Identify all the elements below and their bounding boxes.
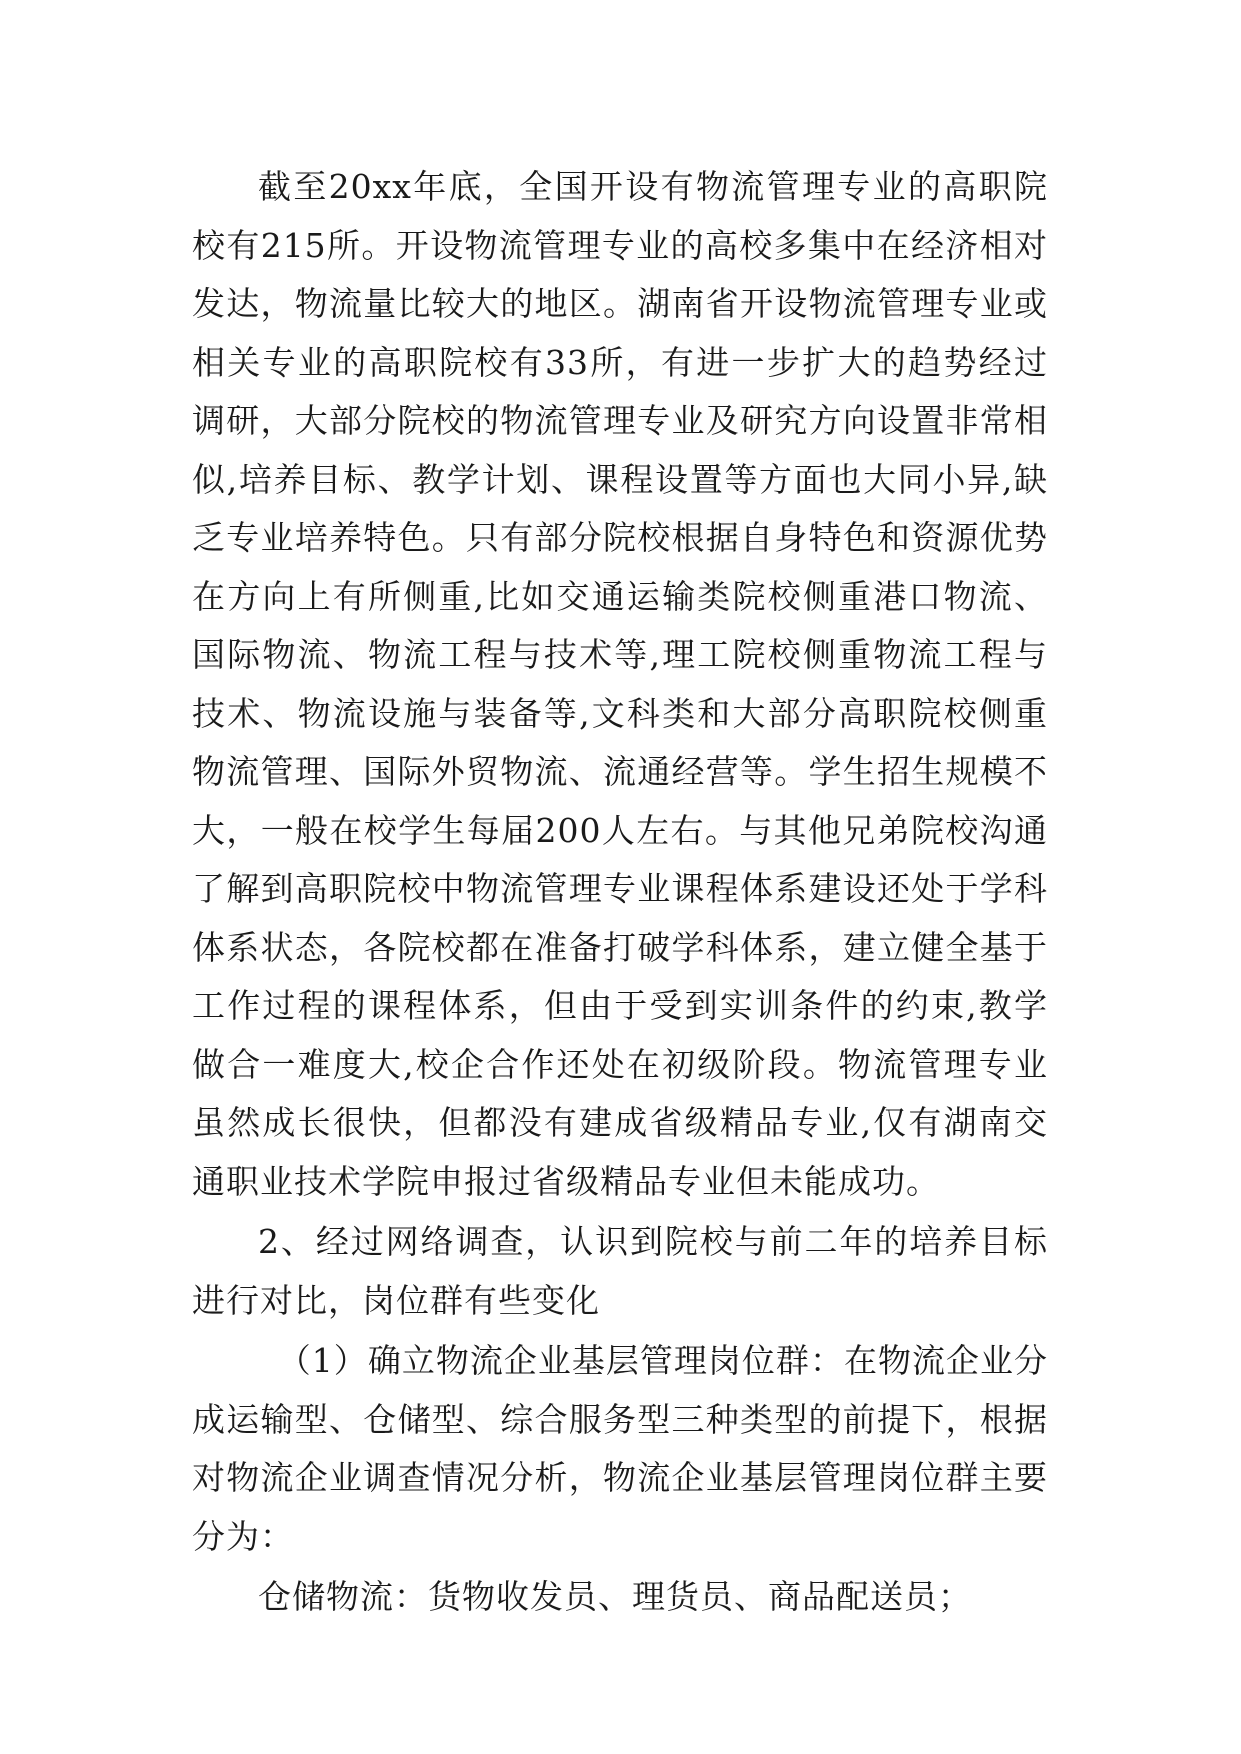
section-heading-network-survey: 2、经过网络调查，认识到院校与前二年的培养目标进行对比，岗位群有些变化 xyxy=(192,1222,1048,1320)
subsection-paragraph-job-groups: （1）确立物流企业基层管理岗位群：在物流企业分成运输型、仓储型、综合服务型三种类型的前提下，根据对物流企业调查情况分析，物流企业基层管理岗位群主要分为： xyxy=(192,1341,1048,1556)
list-item-warehouse-logistics: 仓储物流：货物收发员、理货员、商品配送员； xyxy=(258,1577,972,1616)
body-paragraph-logistics-overview: 截至20xx年底，全国开设有物流管理专业的高职院校有215所。开设物流管理专业的高校多集中在经济相对发达，物流量比较大的地区。湖南省开设物流管理专业或相关专业的高职院校有33所，有进一步扩大的趋势经过调研，大部分院校的物流管理专业及研究方向设置非常相似,培养目标、教学计划、课程设置等方面也大同小异,缺乏专业培养特色。只有部分院校根据自身特色和资源优势在方向上有所侧重,比如交通运输类院校侧重港口物流、国际物流、物流工程与技术等,理工院校侧重物流工程与技术、物流设施与装备等,文科类和大部分高职院校侧重物流管理、国际外贸物流、流通经营等。学生招生规模不大，一般在校学生每届200人左右。与其他兄弟院校沟通了解到高职院校中物流管理专业课程体系建设还处于学科体系状态，各院校都在准备打破学科体系，建立健全基于工作过程的课程体系，但由于受到实训条件的约束,教学做合一难度大,校企合作还处在初级阶段。物流管理专业虽然成长很快，但都没有建成省级精品专业,仅有湖南交通职业技术学院申报过省级精品专业但未能成功。 xyxy=(192,167,1048,1201)
document-page xyxy=(192,158,1048,1627)
